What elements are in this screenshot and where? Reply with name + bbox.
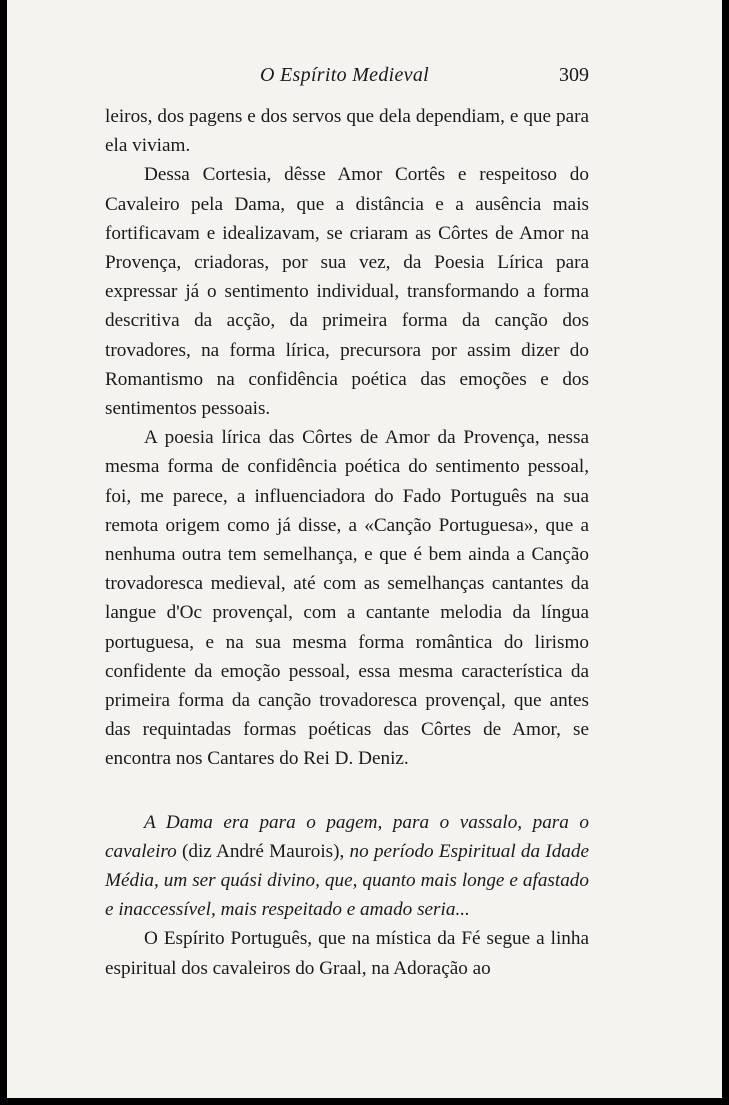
- quote-part-2: no período Espiritual da Idade Média, um ser quási divino, que, quanto mais longe e afastado e inaccessível, mais respeitado e amado seria...: [105, 840, 589, 921]
- section-gap: [105, 774, 589, 808]
- running-head: [105, 58, 589, 102]
- book-page: [7, 0, 722, 1098]
- paragraph-4: O Espírito Português, que na mística da Fé segue a linha espiritual dos cavaleiros do Graal, na Adoração ao: [105, 928, 589, 979]
- paragraph-1: leiros, dos pagens e dos servos que dela dependiam, e que para ela viviam.: [105, 106, 589, 157]
- page-content: [105, 58, 589, 983]
- running-title: O Espírito Medieval: [260, 64, 430, 86]
- page-number: 309: [559, 64, 589, 86]
- paragraph-3: A poesia lírica das Côrtes de Amor da Provença, nessa mesma forma de confidência poética do sentimento pessoal, foi, me parece, a influenciadora do Fado Português na sua remota origem como já disse, a «Canção Portuguesa», que a nenhuma outra tem semelhança, e que é bem ainda a Canção trovadoresca medieval, até com as semelhanças cantantes da langue d'Oc provençal, com a cantante melodia da língua portuguesa, e na sua mesma forma romântica do lirismo confidente da emoção pessoal, essa mesma característica da primeira forma da canção trovadoresca provençal, que antes das requintadas formas poéticas das Côrtes de Amor, se encontra nos Cantares do Rei D. Deniz.: [105, 427, 589, 770]
- paragraph-2: Dessa Cortesia, dêsse Amor Cortês e respeitoso do Cavaleiro pela Dama, que a distância e a ausência mais fortificavam e idealizavam, se criaram as Côrtes de Amor na Provença, criadoras, por sua vez, da Poesia Lírica para expressar já o sentimento individual, transformando a forma descritiva da acção, da primeira forma da canção dos trovadores, na forma lírica, precursora por assim dizer do Romantismo na confidência poética das emoções e dos sentimentos pessoais.: [105, 164, 589, 420]
- maurois-quote: [105, 808, 589, 925]
- quote-part-1: A Dama era para o pagem, para o vassalo, para o cavaleiro: [105, 811, 589, 862]
- quote-attribution: (diz André Maurois),: [176, 840, 350, 862]
